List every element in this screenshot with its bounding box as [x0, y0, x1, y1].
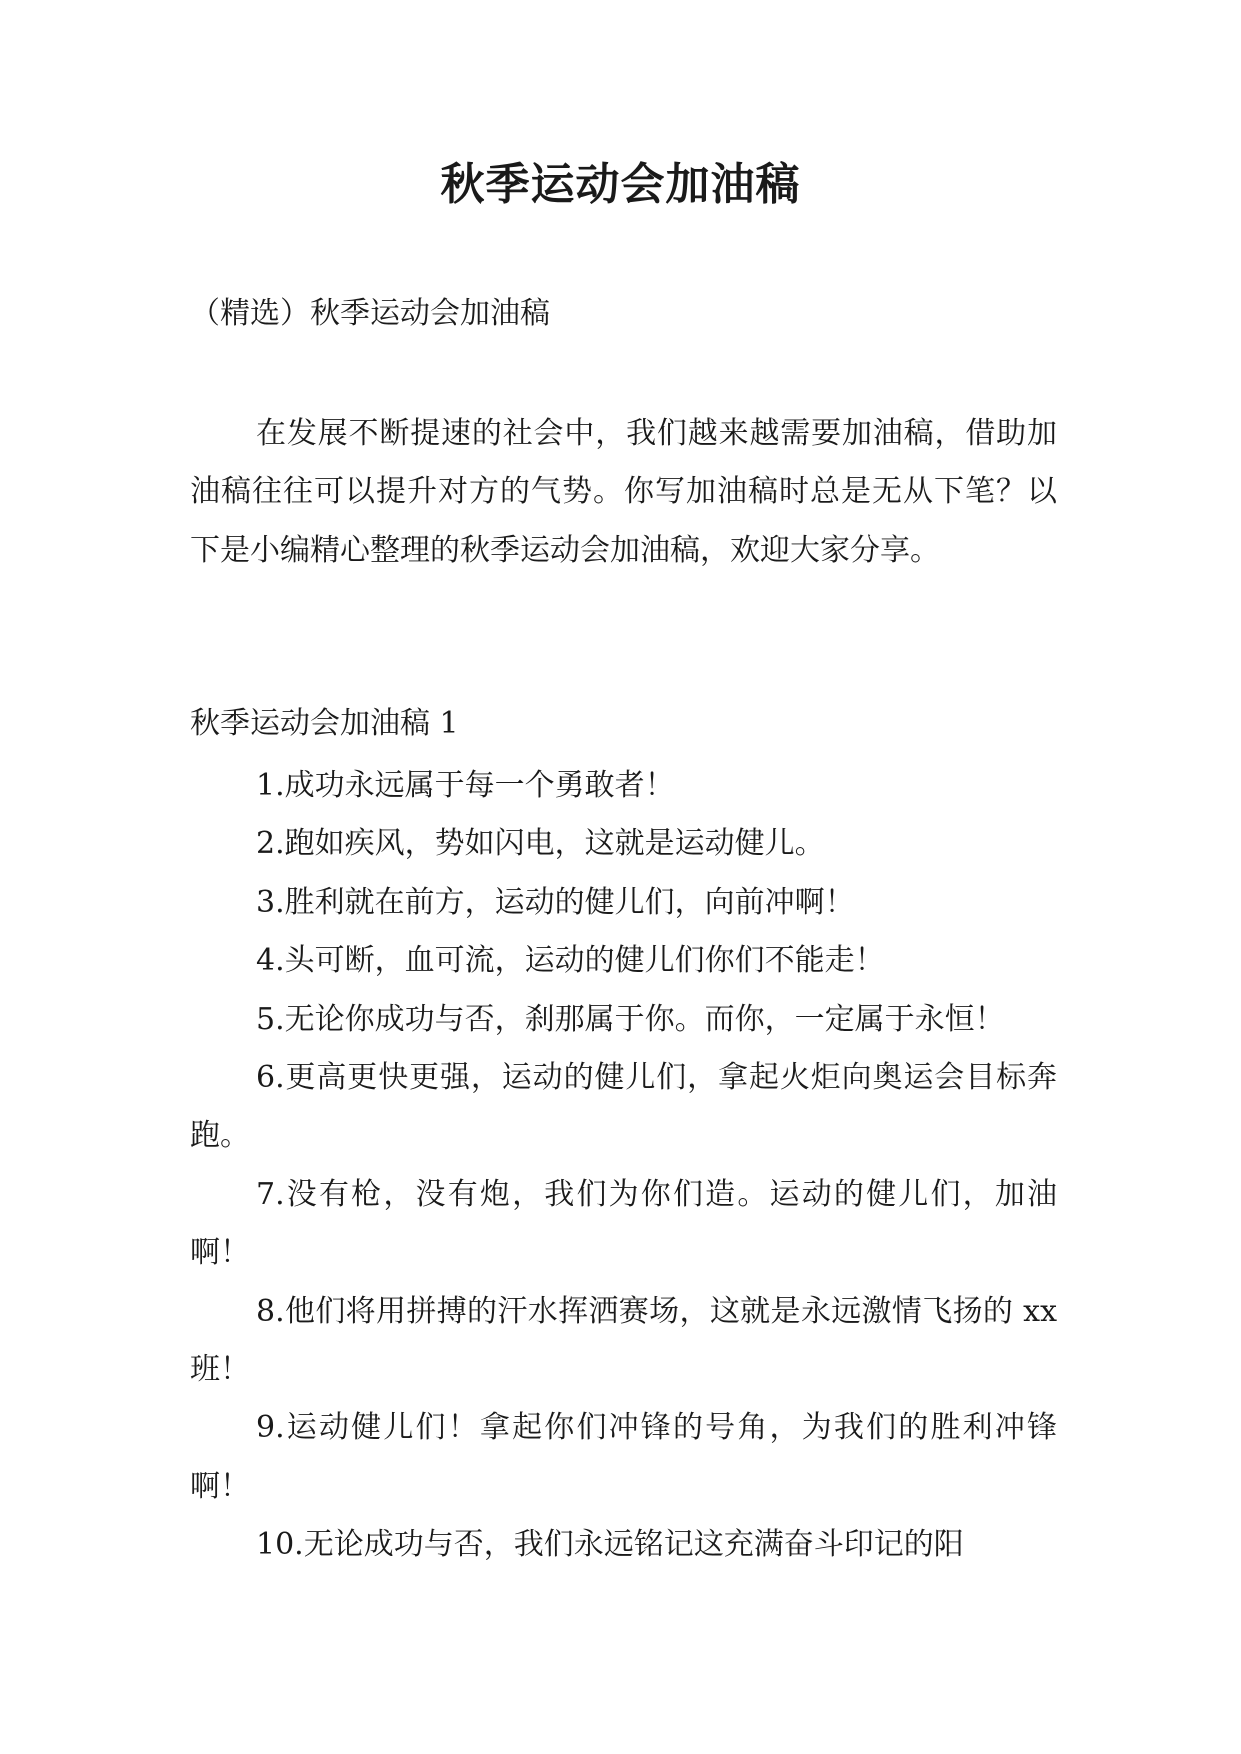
list-item: 8.他们将用拼搏的汗水挥洒赛场，这就是永远激情飞扬的 xx 班！ — [190, 1293, 1057, 1388]
list-item: 9.运动健儿们！拿起你们冲锋的号角，为我们的胜利冲锋啊！ — [190, 1410, 1057, 1504]
list-item: 1.成功永远属于每一个勇敢者！ — [256, 768, 675, 803]
document-subtitle: （精选）秋季运动会加油稿 — [190, 296, 550, 331]
list-item: 5.无论你成功与否，刹那属于你。而你，一定属于永恒！ — [256, 1001, 1005, 1037]
list-item: 2.跑如疾风，势如闪电，这就是运动健儿。 — [256, 826, 825, 862]
section-heading: 秋季运动会加油稿 1 — [190, 706, 459, 741]
list-item: 3.胜利就在前方，运动的健儿们，向前冲啊！ — [256, 884, 855, 920]
document-title: 秋季运动会加油稿 — [440, 159, 801, 210]
cheer-list — [190, 757, 1057, 1575]
list-item: 10.无论成功与否，我们永远铭记这充满奋斗印记的阳 — [256, 1527, 964, 1563]
list-item: 4.头可断，血可流，运动的健儿们你们不能走！ — [256, 943, 885, 979]
list-item: 6.更高更快更强，运动的健儿们，拿起火炬向奥运会目标奔跑。 — [190, 1060, 1057, 1154]
intro-paragraph: 在发展不断提速的社会中，我们越来越需要加油稿，借助加油稿往往可以提升对方的气势。你写加油稿时总是无从下笔？以下是小编精心整理的秋季运动会加油稿，欢迎大家分享。 — [190, 416, 1057, 568]
list-item: 7.没有枪，没有炮，我们为你们造。运动的健儿们，加油啊！ — [190, 1176, 1057, 1271]
